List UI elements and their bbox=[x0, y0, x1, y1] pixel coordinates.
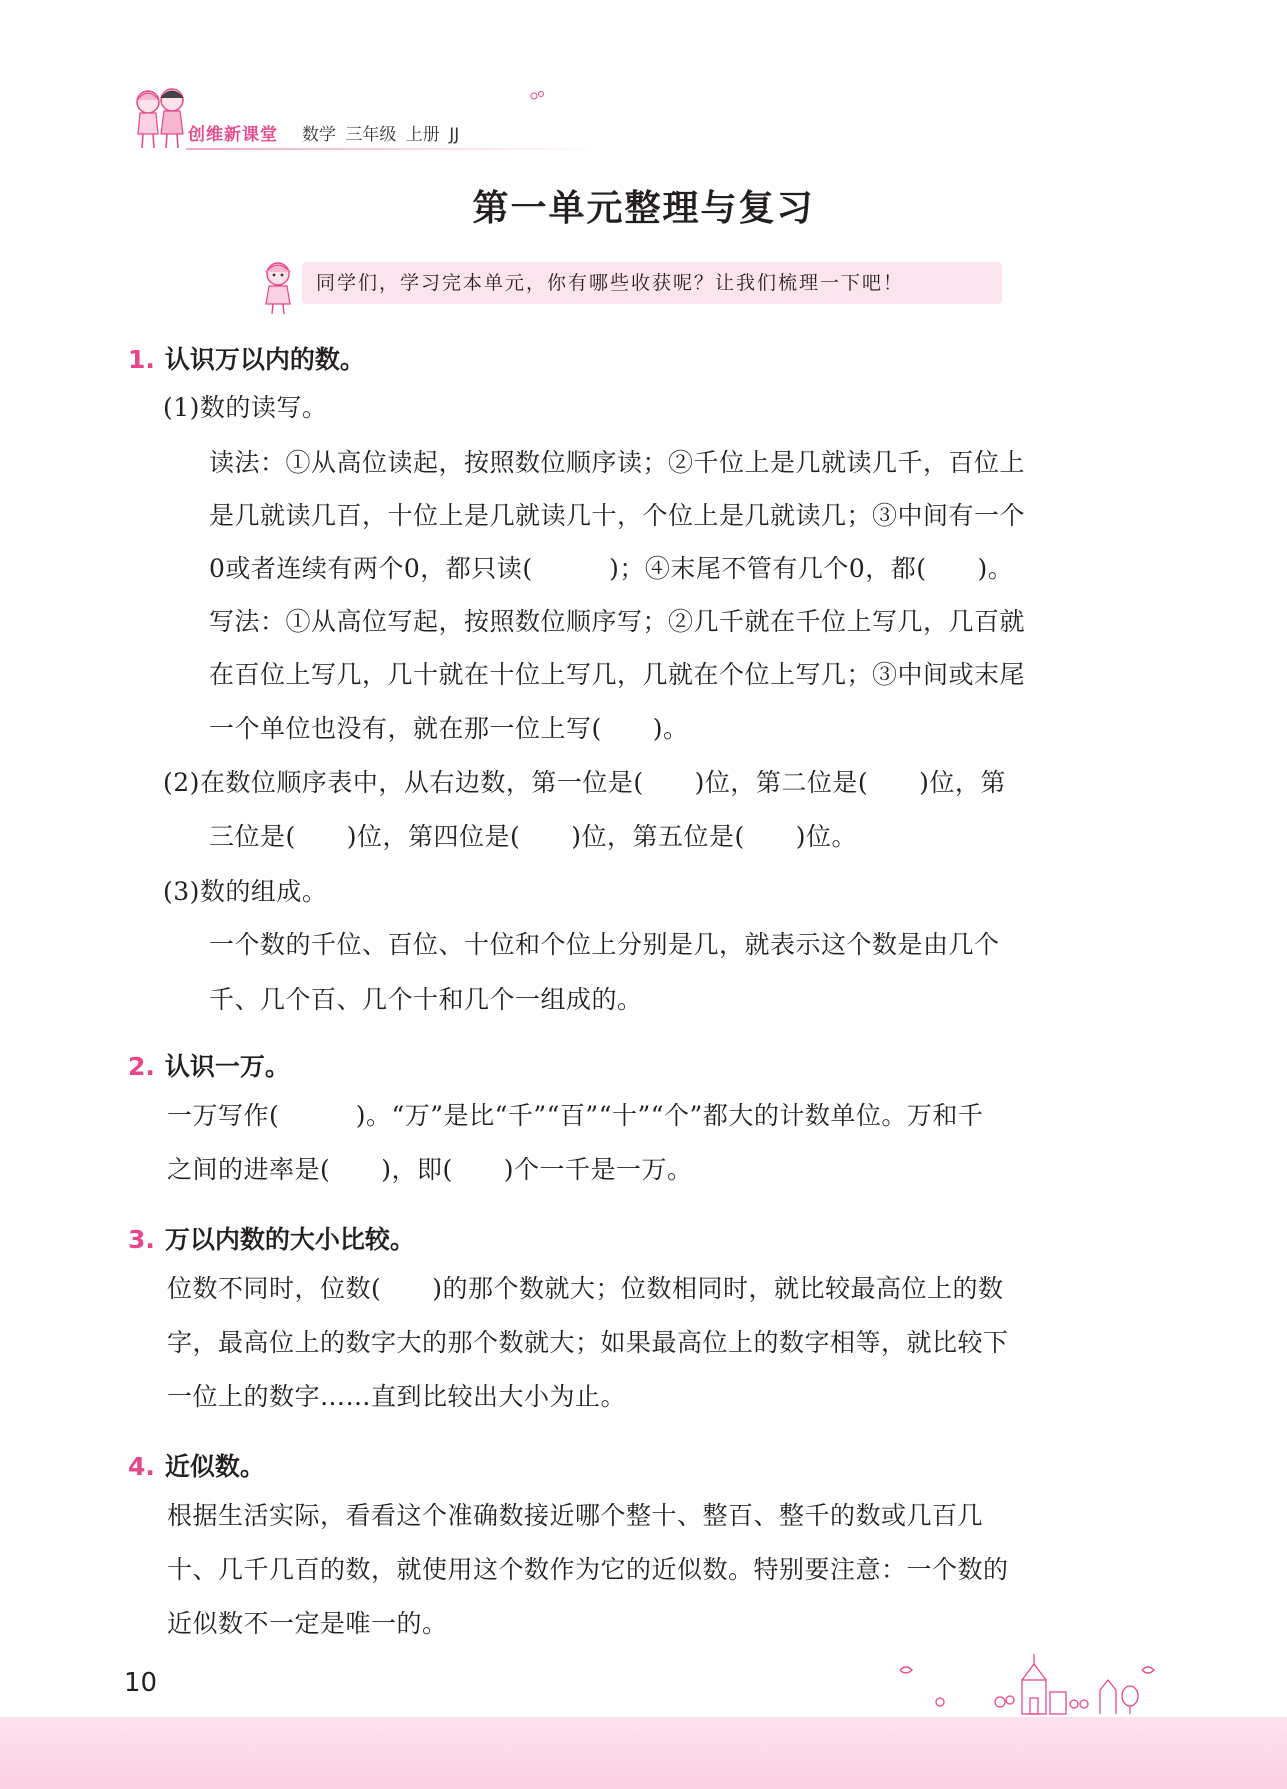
body-line: 位数不同时，位数( )的那个数就大；位数相同时，就比较最高位上的数 bbox=[167, 1274, 1004, 1303]
body-line: 在百位上写几，几十就在十位上写几，几就在个位上写几；③中间或末尾 bbox=[209, 660, 1026, 689]
body-line: 一万写作( )。“万”是比“千”“百”“十”“个”都大的计数单位。万和千 bbox=[167, 1101, 984, 1130]
body-line: (1)数的读写。 bbox=[163, 393, 328, 422]
section-title: 近似数。 bbox=[164, 1452, 265, 1481]
page-header bbox=[128, 82, 1128, 156]
castle-illustration-icon bbox=[880, 1650, 1180, 1720]
flower-icon bbox=[528, 88, 548, 104]
book-subject: 数学 三年级 上册 JJ bbox=[302, 125, 460, 145]
section-number: 1. bbox=[128, 345, 155, 374]
section-heading-3 bbox=[128, 1220, 415, 1256]
brand-name: 创维新课堂 bbox=[188, 125, 278, 145]
page-number: 10 bbox=[124, 1668, 158, 1698]
body-line: (3)数的组成。 bbox=[163, 877, 328, 906]
page-title: 第一单元整理与复习 bbox=[472, 188, 815, 229]
intro-text: 同学们，学习完本单元，你有哪些收获呢？让我们梳理一下吧！ bbox=[302, 262, 1002, 304]
kids-illustration-icon bbox=[128, 82, 192, 152]
girl-illustration-icon bbox=[256, 258, 300, 316]
footer-band bbox=[0, 1717, 1287, 1789]
body-line: 千、几个百、几个十和几个一组成的。 bbox=[209, 985, 643, 1014]
body-line: 近似数不一定是唯一的。 bbox=[167, 1609, 448, 1638]
body-line: 一个数的千位、百位、十位和个位上分别是几，就表示这个数是由几个 bbox=[209, 930, 1000, 959]
body-line: 是几就读几百，十位上是几就读几十，个位上是几就读几；③中间有一个 bbox=[209, 501, 1026, 530]
body-line: 十、几千几百的数，就使用这个数作为它的近似数。特别要注意：一个数的 bbox=[167, 1555, 1009, 1584]
section-heading-1 bbox=[128, 340, 365, 376]
body-line: 一位上的数字……直到比较出大小为止。 bbox=[167, 1382, 627, 1411]
section-number: 3. bbox=[128, 1225, 155, 1254]
body-line: 0或者连续有两个0，都只读( )；④末尾不管有几个0，都( )。 bbox=[209, 554, 1014, 583]
section-number: 4. bbox=[128, 1452, 155, 1481]
body-line: 之间的进率是( )，即( )个一千是一万。 bbox=[167, 1155, 693, 1184]
intro-banner bbox=[256, 258, 1006, 318]
body-line: 写法：①从高位写起，按照数位顺序写；②几千就在千位上写几，几百就 bbox=[209, 607, 1026, 636]
body-line: (2)在数位顺序表中，从右边数，第一位是( )位，第二位是( )位，第 bbox=[163, 768, 1006, 797]
body-line: 读法：①从高位读起，按照数位顺序读；②千位上是几就读几千，百位上 bbox=[209, 448, 1026, 477]
body-line: 根据生活实际，看看这个准确数接近哪个整十、整百、整千的数或几百几 bbox=[167, 1501, 984, 1530]
body-line: 字，最高位上的数字大的那个数就大；如果最高位上的数字相等，就比较下 bbox=[167, 1328, 1009, 1357]
header-rule bbox=[186, 148, 606, 150]
section-number: 2. bbox=[128, 1052, 155, 1081]
section-title: 万以内数的大小比较。 bbox=[164, 1225, 415, 1254]
body-line: 一个单位也没有，就在那一位上写( )。 bbox=[209, 714, 689, 743]
section-title: 认识一万。 bbox=[164, 1052, 290, 1081]
section-heading-4 bbox=[128, 1447, 265, 1483]
section-heading-2 bbox=[128, 1047, 290, 1083]
section-title: 认识万以内的数。 bbox=[164, 345, 365, 374]
body-line: 三位是( )位，第四位是( )位，第五位是( )位。 bbox=[209, 822, 858, 851]
